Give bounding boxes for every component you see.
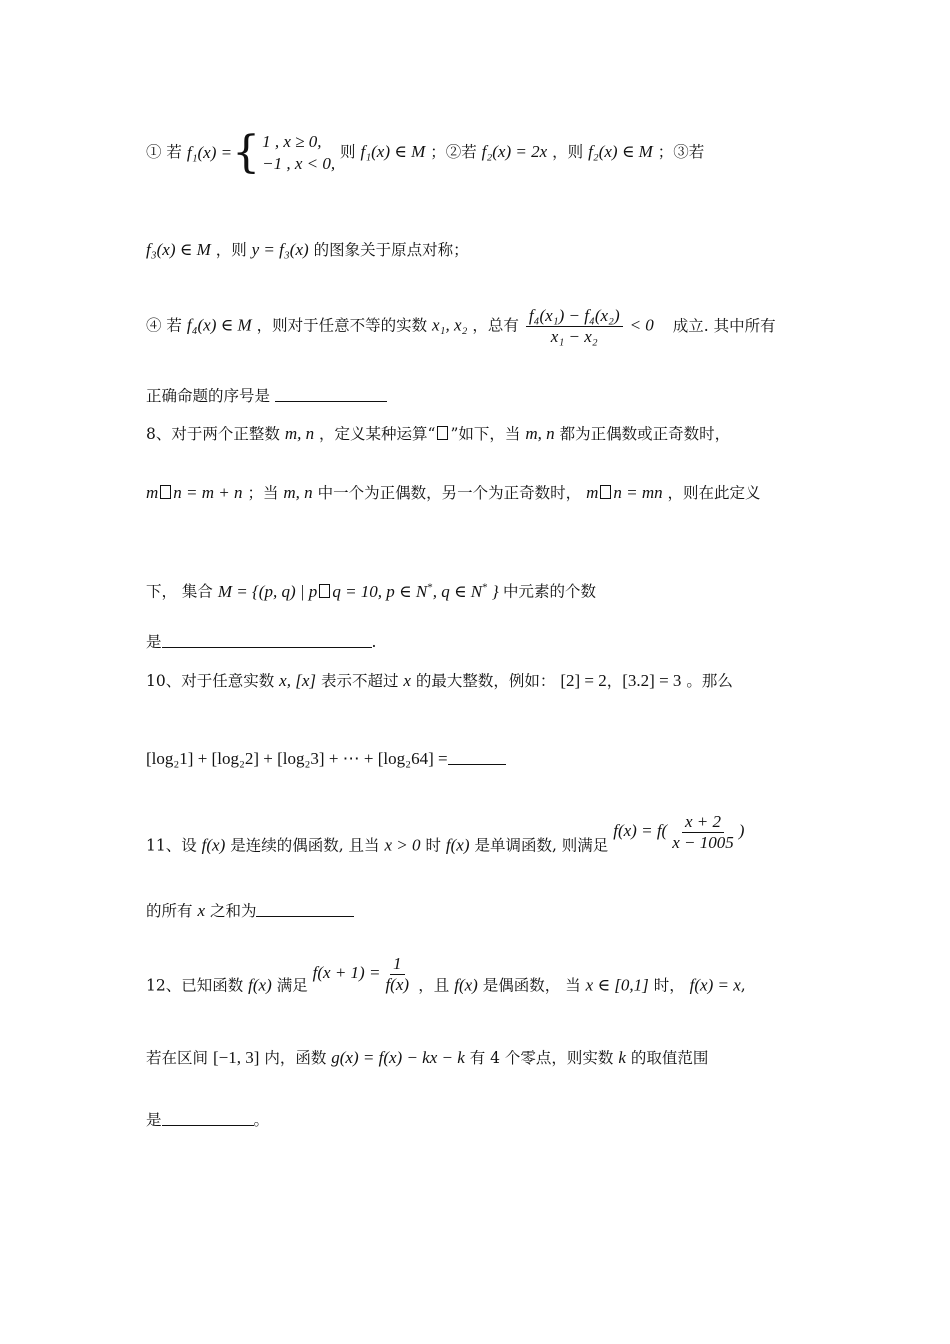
answer-blank[interactable] xyxy=(256,902,354,917)
question-12-text-7: 内，函数 xyxy=(264,1049,327,1067)
text-then: 则 xyxy=(340,143,356,161)
fraction-denominator: x₁ − x₂ xyxy=(550,327,598,346)
statement-3-text: 的图象关于原点对称； xyxy=(313,241,469,259)
operator-box-icon xyxy=(319,584,330,598)
interval: [−1, 3] xyxy=(212,1048,260,1067)
answer-line-1 xyxy=(146,386,387,406)
set-part-c: , q ∈ N xyxy=(432,581,483,601)
question-10-line-2 xyxy=(146,749,506,769)
example-1: [2] = 2 xyxy=(560,671,607,690)
log-floor-sum: [log₂1] + [log₂2] + [log₂3] + ⋯ + [log₂64] = xyxy=(146,749,448,768)
question-8-line-1 xyxy=(146,424,730,444)
difference-quotient xyxy=(526,306,623,347)
fraction-numerator: x + 2 xyxy=(682,812,724,833)
statement-4-text: ，则对于任意不等的实数 xyxy=(256,316,428,335)
item-3-label: ；③若 xyxy=(657,143,705,161)
question-12-line-1 xyxy=(146,954,746,1007)
question-11-text-6: 之和为 xyxy=(209,902,257,920)
set-part-a: M = {(p, q) | p xyxy=(217,581,318,601)
statement-4-text-2: ，总有 xyxy=(472,316,519,335)
question-12-text-3: ，且 xyxy=(418,976,450,995)
question-8-text-4: 都为正偶数或正奇数时， xyxy=(559,425,731,443)
var-k: k xyxy=(618,1048,626,1067)
text-then: ，则 xyxy=(552,143,584,161)
equation-lhs: f(x + 1) = xyxy=(312,963,381,983)
x-floor-vars: x, [x] xyxy=(279,671,316,690)
question-8-line-3 xyxy=(146,577,596,602)
question-11-line-1 xyxy=(146,812,745,867)
question-prompt: 是 xyxy=(146,633,162,651)
x1-x2-vars: x₁, x₂ xyxy=(432,315,468,335)
g-definition: g(x) = f(x) − kx − k xyxy=(331,1048,465,1067)
f3-membership: f₃(x) ∈ M xyxy=(146,240,211,259)
set-definition xyxy=(218,582,503,601)
star-superscript: * xyxy=(482,581,488,593)
fraction-denominator: f(x) xyxy=(385,975,410,994)
question-10-text-4: 。那么 xyxy=(686,672,733,690)
var-m: m xyxy=(146,483,159,502)
identity-equation: f(x) = x xyxy=(689,975,741,995)
x-positive-condition: x > 0 xyxy=(384,835,421,855)
f1-membership: f₁(x) ∈ M xyxy=(360,142,426,161)
question-8-text-3: ”如下，当 xyxy=(450,425,521,443)
question-12-text-8: 有 4 个零点，则实数 xyxy=(469,1049,614,1067)
m-n-vars: m, n xyxy=(284,424,315,443)
answer-blank[interactable] xyxy=(162,1111,254,1126)
question-prompt: 是 xyxy=(146,1111,162,1129)
cases xyxy=(262,131,335,175)
comma: , xyxy=(740,976,746,995)
operator-box-icon xyxy=(160,485,171,499)
question-8-text-2: ，定义某种运算“ xyxy=(319,425,436,443)
piecewise-function xyxy=(186,127,336,178)
question-11-line-2 xyxy=(146,901,354,921)
question-8-text-6: 中一个为正偶数，另一个为正奇数时， xyxy=(317,484,582,502)
star-superscript: * xyxy=(427,581,433,593)
comma: ， xyxy=(606,672,623,690)
period: 。 xyxy=(253,1111,270,1129)
question-10-text-3: 的最大整数，例如： xyxy=(415,672,556,690)
answer-blank[interactable] xyxy=(275,387,387,402)
f2-membership: f₂(x) ∈ M xyxy=(588,142,653,161)
item-4-label: ④ 若 xyxy=(146,316,182,335)
question-10-line-1 xyxy=(146,671,733,691)
question-8-text-5: ；当 xyxy=(247,484,279,502)
question-12-text-5: 时， xyxy=(653,976,685,995)
question-11-text-3: 时 xyxy=(425,836,441,855)
fraction-denominator: x − 1005 xyxy=(672,833,734,852)
period: . xyxy=(371,633,377,651)
f1-definition: f₁(x) = xyxy=(186,143,233,162)
fraction-numerator: 1 xyxy=(390,954,405,975)
question-12-text-4: 是偶函数， 当 xyxy=(482,976,581,995)
operator-box-icon xyxy=(437,426,448,440)
m-n-vars: m, n xyxy=(283,483,313,502)
item-2-label: ；②若 xyxy=(430,143,477,161)
example-2: [3.2] = 3 xyxy=(622,671,682,690)
f-of-x: f(x) xyxy=(445,835,470,855)
question-11-text-2: 是连续的偶函数, 且当 xyxy=(230,836,380,855)
fraction xyxy=(382,954,412,995)
close-paren: ) xyxy=(738,821,745,841)
question-8-text-8: 下， 集合 xyxy=(146,582,213,601)
m-n-vars: m, n xyxy=(525,424,555,443)
equation-lhs: f(x) = f( xyxy=(613,821,668,841)
case-2: −1 , x < 0, xyxy=(262,154,336,173)
f-of-x: f(x) xyxy=(201,835,226,855)
set-part-b: q = 10, p ∈ N xyxy=(332,581,428,601)
f2-definition: f₂(x) = 2x xyxy=(481,142,548,161)
x-interval-condition: x ∈ [0,1] xyxy=(585,975,649,995)
set-close-brace: } xyxy=(491,581,499,601)
fraction-numerator: f₄(x₁) − f₄(x₂) xyxy=(526,306,623,327)
answer-line-3 xyxy=(146,1110,269,1130)
question-8-text-9: 中元素的个数 xyxy=(502,582,596,601)
statement-4-line xyxy=(146,306,776,347)
y-equals-f3: y = f₃(x) xyxy=(251,240,309,259)
answer-blank[interactable] xyxy=(448,750,506,765)
var-x: x xyxy=(403,671,411,690)
f4-membership: f₄(x) ∈ M xyxy=(186,315,252,335)
var-m: m xyxy=(586,483,599,502)
operator-box-icon xyxy=(600,485,611,499)
question-prompt: 正确命题的序号是 xyxy=(146,387,271,405)
var-x: x xyxy=(197,901,205,920)
sum-rule: n = m + n xyxy=(173,483,243,502)
f-of-x: f(x) xyxy=(454,975,478,995)
functional-equation xyxy=(613,812,745,852)
question-8-text: 8、对于两个正整数 xyxy=(146,425,280,443)
question-12-text-2: 满足 xyxy=(276,976,308,995)
brace-symbol: { xyxy=(232,127,261,178)
question-11-text-4: 是单调函数, 则满足 xyxy=(474,836,609,855)
recurrence-equation xyxy=(312,954,419,994)
question-12-text-9: 的取值范围 xyxy=(630,1049,709,1067)
question-11-text: 11、设 xyxy=(146,836,197,855)
question-8-text-7: ，则在此定义 xyxy=(667,484,761,502)
question-10-text-2: 表示不超过 xyxy=(320,672,399,690)
less-than-zero: < 0 xyxy=(629,315,654,335)
statement-4-text-3: 成立. 其中所有 xyxy=(672,316,776,335)
statement-1-line xyxy=(146,127,705,178)
question-12-text-6: 若在区间 xyxy=(146,1049,209,1067)
question-11-text-5: 的所有 xyxy=(146,902,193,920)
statement-3-line xyxy=(146,240,469,260)
answer-line-2 xyxy=(146,632,376,652)
item-1-label: ① 若 xyxy=(146,143,182,161)
product-rule: n = mn xyxy=(613,483,663,502)
question-12-line-2 xyxy=(146,1048,708,1068)
f-of-x: f(x) xyxy=(248,975,272,995)
question-10-text: 10、对于任意实数 xyxy=(146,672,275,690)
fraction xyxy=(669,812,737,853)
question-12-text: 12、已知函数 xyxy=(146,976,244,995)
text-then: ，则 xyxy=(215,241,247,259)
question-8-line-2 xyxy=(146,483,761,503)
answer-blank[interactable] xyxy=(162,633,372,648)
case-1: 1 , x ≥ 0, xyxy=(262,132,322,151)
